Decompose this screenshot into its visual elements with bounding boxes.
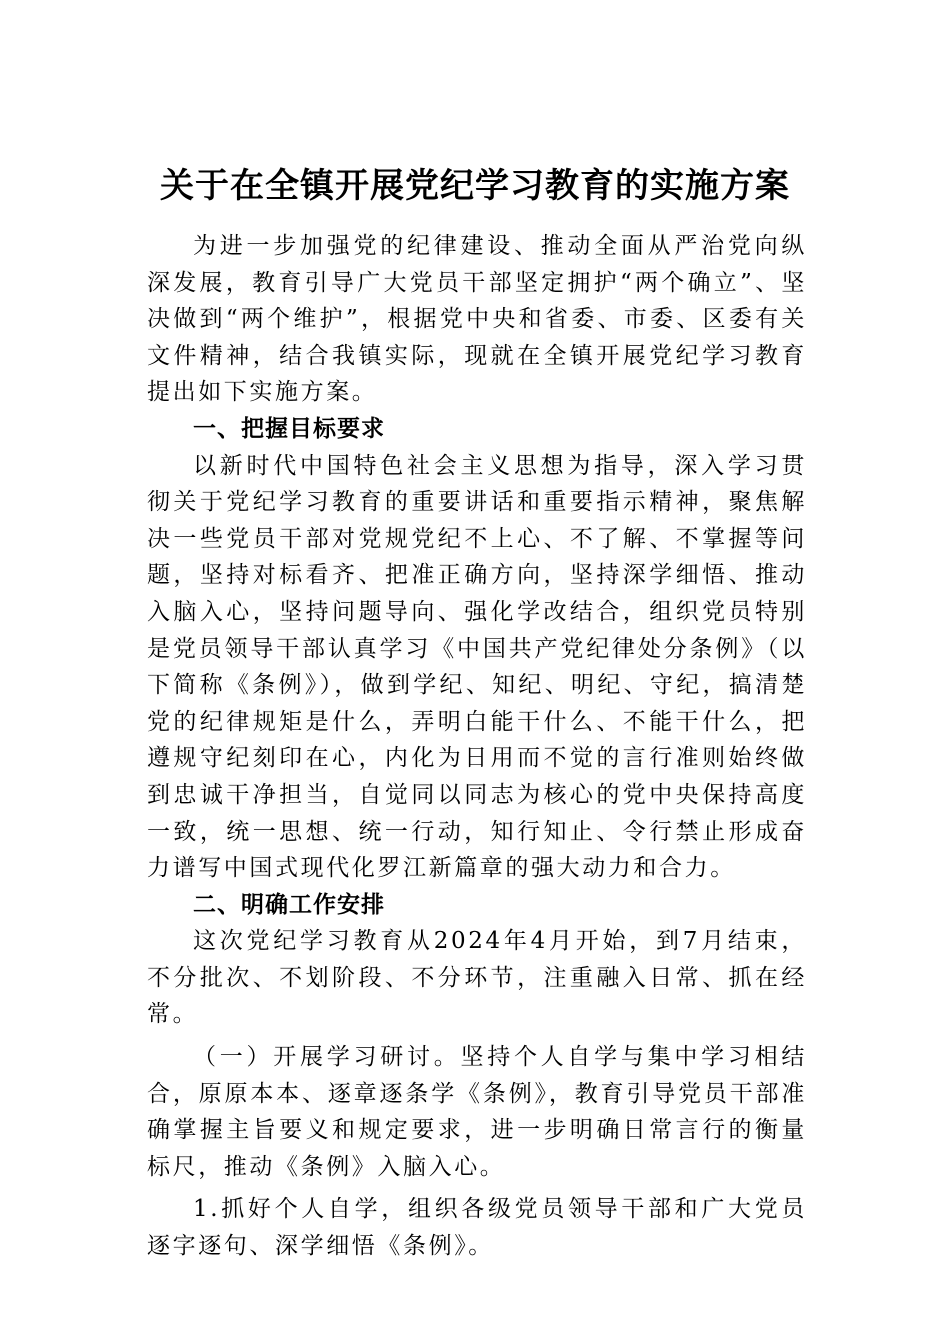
section-heading-objectives: 一、把握目标要求 (193, 415, 385, 442)
list-item-self-study: 1.抓好个人自学，组织各级党员领导干部和广大党员逐字逐句、深学细悟《条例》。 (147, 1196, 807, 1260)
intro-paragraph: 为进一步加强党的纪律建设、推动全面从严治党向纵深发展，教育引导广大党员干部坚定拥护“两个确立”、坚决做到“两个维护”，根据党中央和省委、市委、区委有关文件精神，结合我镇实际，现就在全镇开展党纪学习教育提出如下实施方案。 (147, 233, 807, 406)
document-body (147, 228, 807, 1265)
section-body-objectives: 以新时代中国特色社会主义思想为指导，深入学习贯彻关于党纪学习教育的重要讲话和重要指示精神，聚焦解决一些党员干部对党规党纪不上心、不了解、不掌握等问题，坚持对标看齐、把准正确方向，坚持深学细悟、推动入脑入心，坚持问题导向、强化学改结合，组织党员特别是党员领导干部认真学习《中国共产党纪律处分条例》（以下简称《条例》），做到学纪、知纪、明纪、守纪，搞清楚党的纪律规矩是什么，弄明白能干什么、不能干什么，把遵规守纪刻印在心，内化为日用而不觉的言行准则始终做到忠诚干净担当，自觉同以同志为核心的党中央保持高度一致，统一思想、统一行动，知行知止、令行禁止形成奋力谱写中国式现代化罗江新篇章的强大动力和合力。 (147, 452, 807, 882)
document-title: 关于在全镇开展党纪学习教育的实施方案 (160, 166, 790, 206)
subsection-study-discussion: （一）开展学习研讨。坚持个人自学与集中学习相结合，原原本本、逐章逐条学《条例》，教育引导党员干部准确掌握主旨要义和规定要求，进一步明确日常言行的衡量标尺，推动《条例》入脑入心。 (147, 1044, 807, 1180)
section-body-arrangements: 这次党纪学习教育从2024年4月开始，到7月结束，不分批次、不划阶段、不分环节，注重融入日常、抓在经常。 (147, 928, 807, 1028)
section-heading-arrangements: 二、明确工作安排 (193, 891, 385, 918)
